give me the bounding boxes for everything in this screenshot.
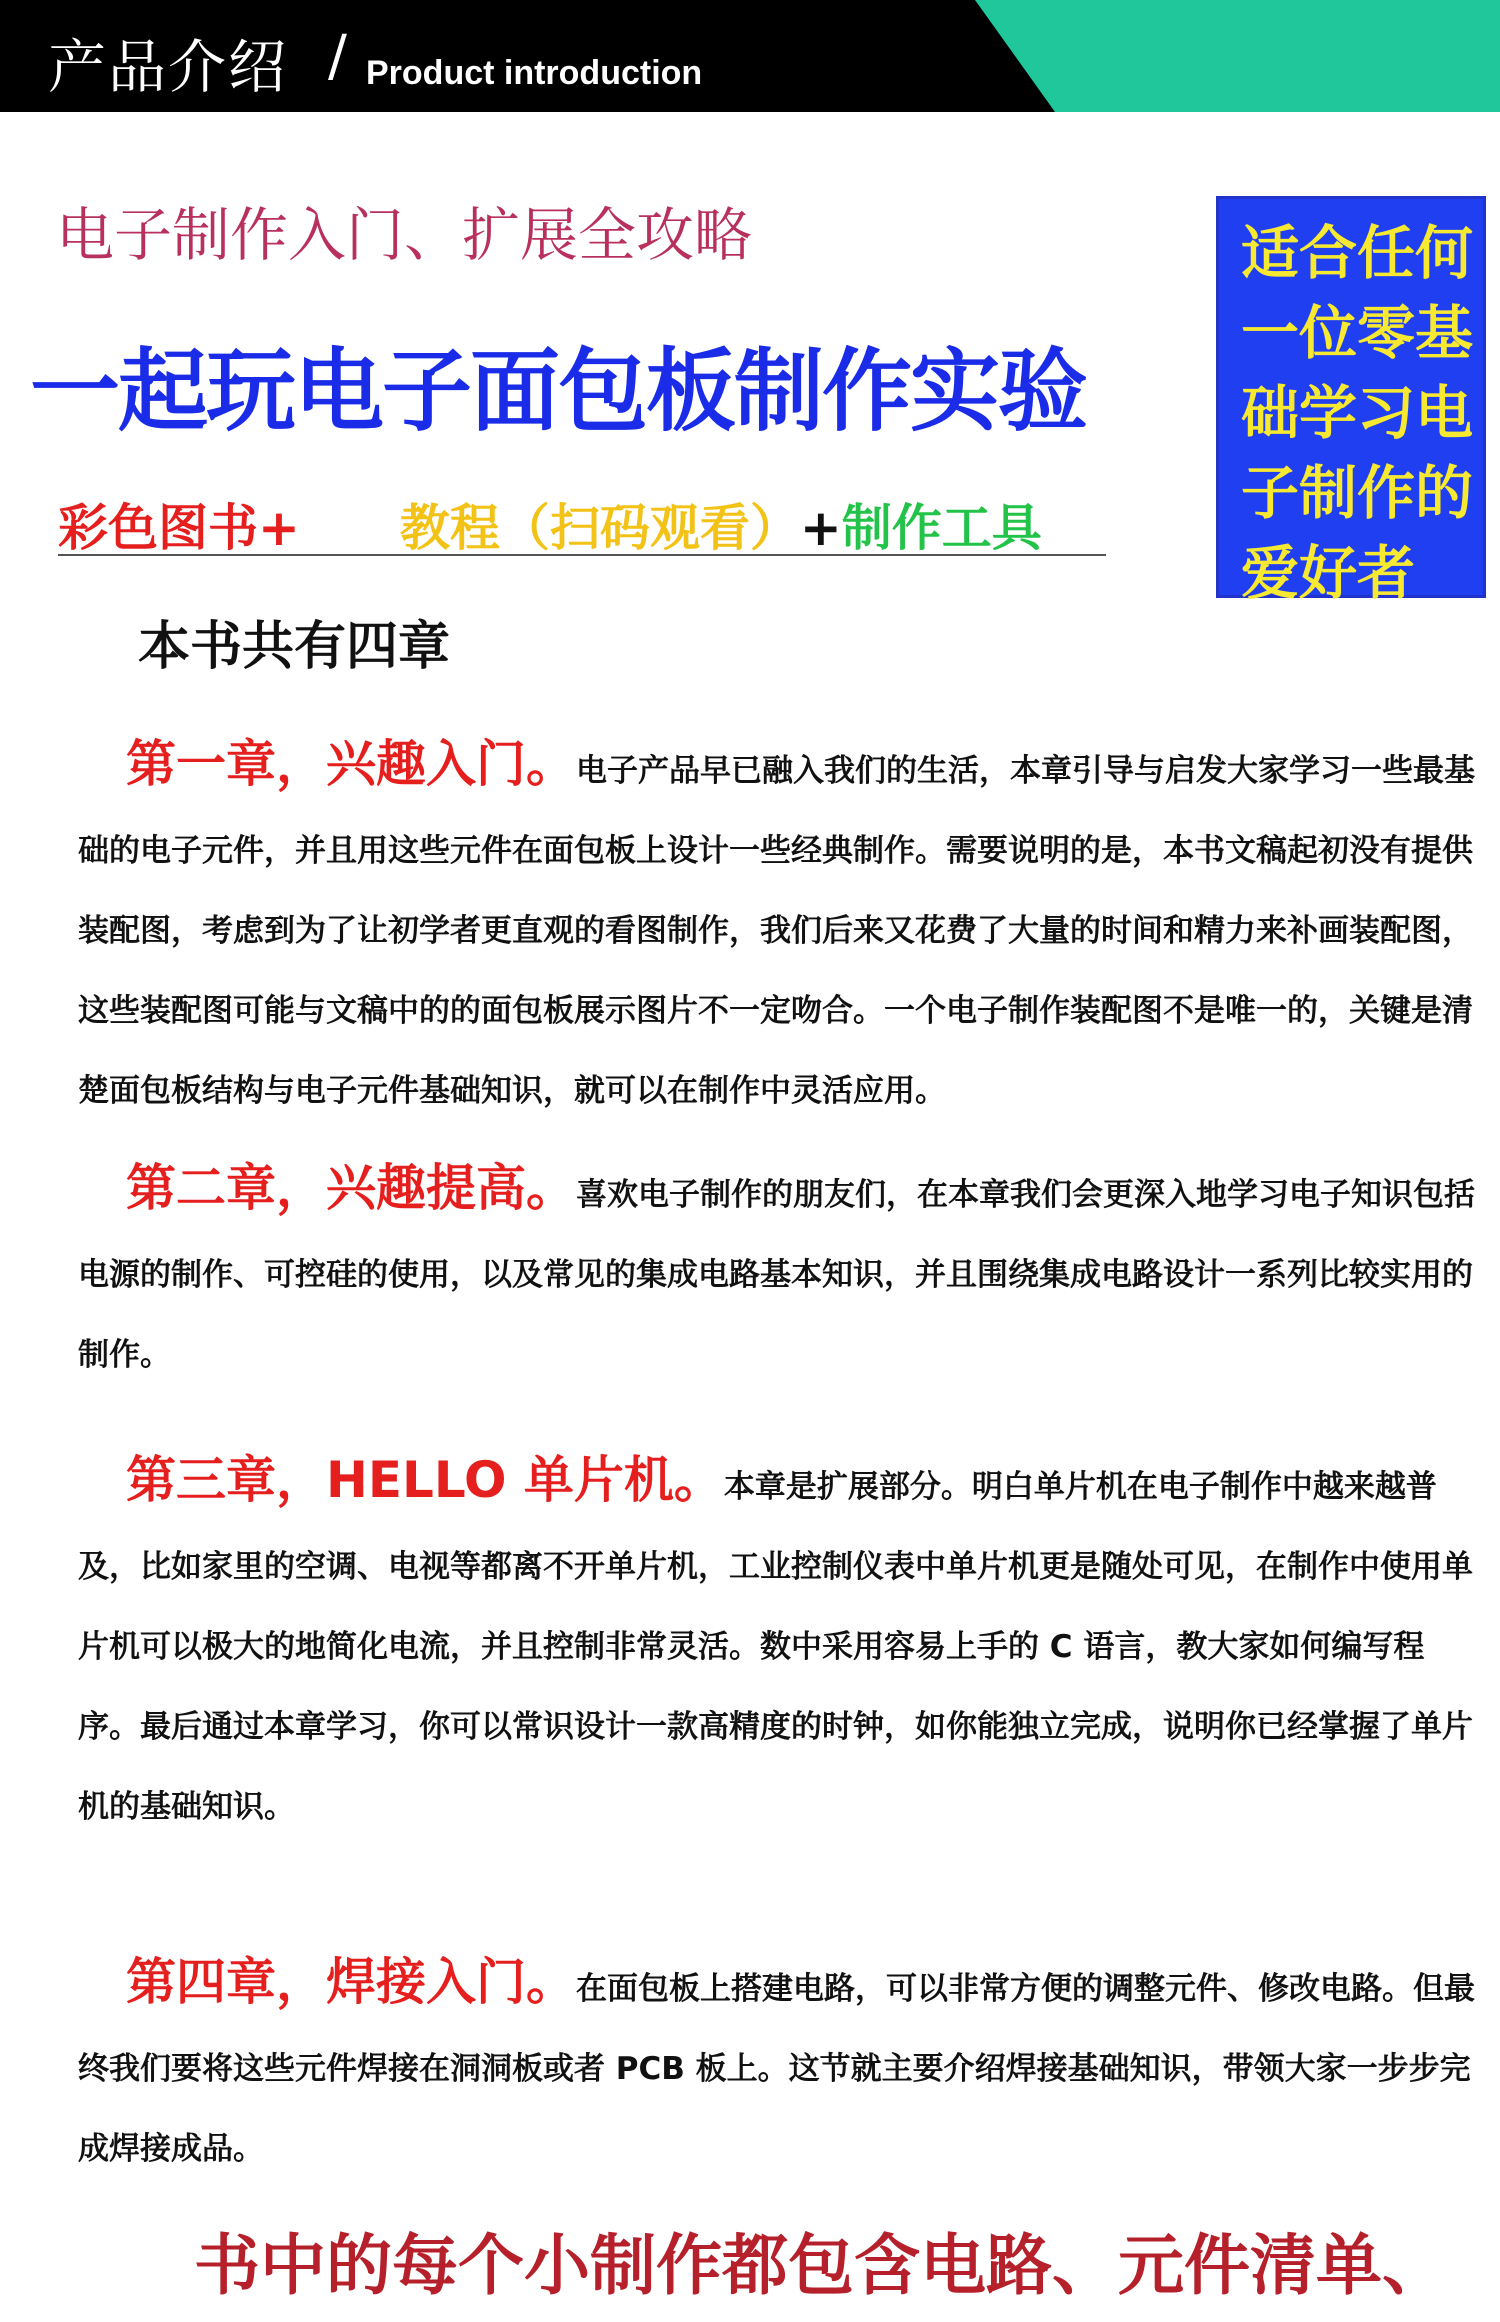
divider — [58, 554, 1106, 556]
feature-tutorial: 教程（扫码观看） — [399, 499, 800, 557]
bottom-text: 书中的每个小制作都包含电路、元件清单、 — [194, 2227, 1448, 2304]
badge-line: 子制作的 — [1241, 459, 1474, 527]
chapter-title: 第四章，焊接入门。 — [126, 1953, 576, 2011]
chapter-text: 喜欢电子制作的朋友们，在本章我们会更深入地学习电子知识包括电源的制作、可控硅的使用，以及常见的集成电路基本知识，并且围绕集成电路设计一系列比较实用的制作。 — [78, 1177, 1475, 1373]
main-title: 一起玩电子面包板制作实验 — [30, 339, 1086, 444]
feature-plus: + — [799, 499, 842, 557]
chapter-3 — [78, 1440, 1478, 1847]
features-line — [58, 488, 1108, 560]
feature-tools: 制作工具 — [841, 499, 1042, 557]
header-accent — [975, 0, 1500, 112]
badge-line: 础学习电 — [1241, 379, 1474, 447]
chapter-title: 第三章，HELLO 单片机。 — [126, 1451, 724, 1509]
header-bar — [0, 0, 1500, 112]
chapter-title: 第一章，兴趣入门。 — [126, 735, 576, 793]
chapter-text: 电子产品早已融入我们的生活，本章引导与启发大家学习一些最基础的电子元件，并且用这些元件在面包板上设计一些经典制作。需要说明的是，本书文稿起初没有提供装配图，考虑到为了让初学者更直观的看图制作，我们后来又花费了大量的时间和精力来补画装配图，这些装配图可能与文稿中的的面包板展示图片不一定吻合。一个电子制作装配图不是唯一的，关键是清楚面包板结构与电子元件基础知识，就可以在制作中灵活应用。 — [78, 753, 1475, 1109]
subtitle: 电子制作入门、扩展全攻略 — [56, 201, 753, 269]
feature-book: 彩色图书+ — [58, 499, 300, 557]
chapters-heading: 本书共有四章 — [138, 617, 451, 677]
chapter-text: 本章是扩展部分。明白单片机在电子制作中越来越普及，比如家里的空调、电视等都离不开单片机，工业控制仪表中单片机更是随处可见，在制作中使用单片机可以极大的地简化电流，并且控制非常灵活。数中采用容易上手的 C 语言，教大家如何编写程序。最后通过本章学习，你可以常识设计一款高精度的时钟，如你能独立完成，说明你已经掌握了单片机的基础知识。 — [78, 1469, 1473, 1825]
badge-line: 爱好者 — [1241, 539, 1416, 607]
chapter-text: 在面包板上搭建电路，可以非常方便的调整元件、修改电路。但最终我们要将这些元件焊接在洞洞板或者 PCB 板上。这节就主要介绍焊接基础知识，带领大家一步步完成焊接成品。 — [78, 1971, 1475, 2167]
audience-badge — [1216, 196, 1486, 607]
header-title-en: Product introduction — [366, 54, 703, 92]
badge-line: 一位零基 — [1241, 299, 1474, 367]
badge-line: 适合任何 — [1241, 219, 1474, 287]
chapter-title: 第二章，兴趣提高。 — [126, 1159, 576, 1217]
chapter-1 — [78, 724, 1478, 1131]
header-slash: / — [328, 24, 347, 89]
chapter-2 — [78, 1148, 1478, 1395]
header-title-cn: 产品介绍 — [48, 33, 289, 101]
chapter-4 — [78, 1942, 1478, 2189]
